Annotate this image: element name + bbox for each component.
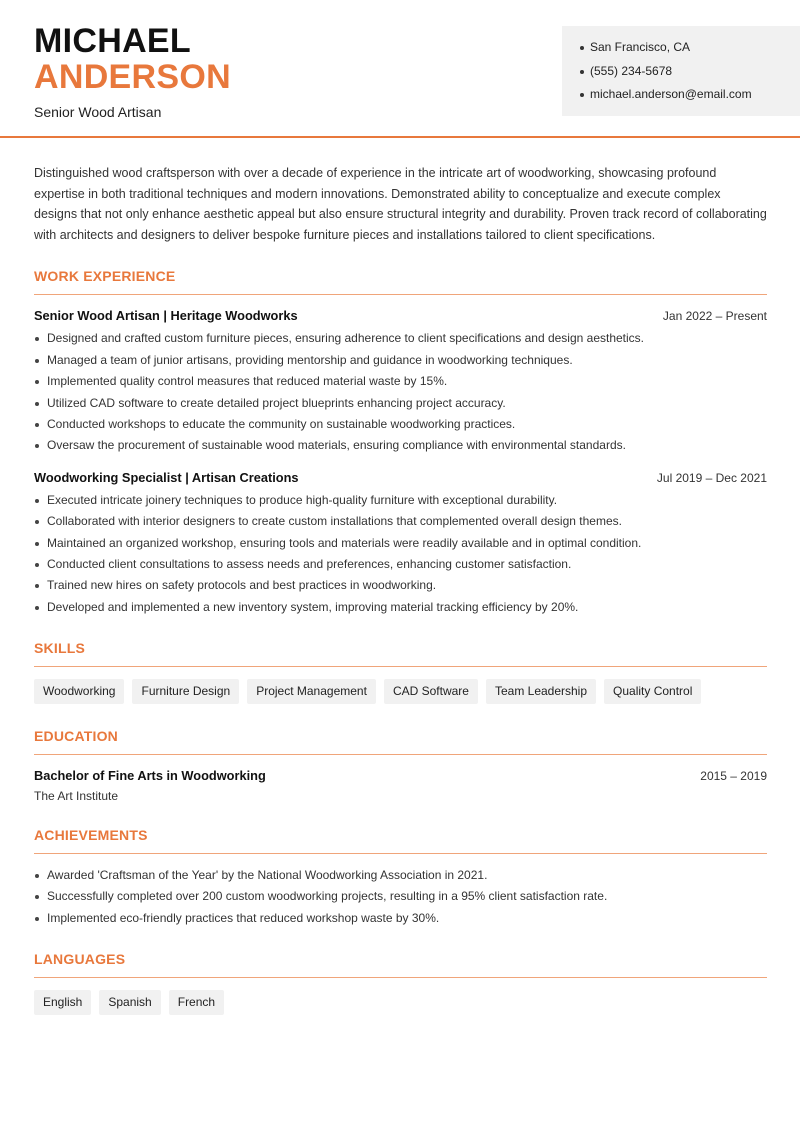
list-item: Managed a team of junior artisans, providing mentorship and guidance in woodworking techniques. (34, 350, 767, 371)
skill-chip: CAD Software (384, 679, 478, 704)
list-item: Awarded 'Craftsman of the Year' by the National Woodworking Association in 2021. (34, 865, 767, 886)
list-item: Implemented eco-friendly practices that reduced workshop waste by 30%. (34, 908, 767, 929)
section-divider (34, 853, 767, 854)
education-header (34, 768, 767, 783)
contact-box (562, 26, 800, 116)
languages-chips (34, 990, 767, 1015)
section-title-languages: LANGUAGES (34, 951, 126, 968)
job-bullets (34, 328, 767, 456)
job-header (34, 470, 767, 485)
job-title: Senior Wood Artisan (34, 104, 162, 120)
resume-header (0, 0, 800, 138)
last-name: ANDERSON (34, 58, 231, 96)
first-name: MICHAEL (34, 22, 191, 60)
section-title-education: EDUCATION (34, 728, 118, 745)
list-item: Successfully completed over 200 custom woodworking projects, resulting in a 95% client satisfaction rate. (34, 886, 767, 907)
achievements-section (34, 827, 767, 929)
list-item: Conducted workshops to educate the community on sustainable woodworking practices. (34, 414, 767, 435)
job-entry (34, 470, 767, 618)
job-entry (34, 308, 767, 456)
education-dates: 2015 – 2019 (700, 769, 767, 784)
resume-body (34, 163, 767, 1015)
skills-chips (34, 679, 767, 704)
summary: Distinguished wood craftsperson with over a decade of experience in the intricate art of woodworking, showcasing profound expertise in both traditional techniques and modern innovations. Demonstrated ability to conceptualize and execute complex designs that not only enhance aesthetic appeal but also ensure structural integrity and durability. Proven track record of collaborating with architects and designers to deliver bespoke furniture pieces and installations tailored to client specifications. (34, 166, 767, 242)
contact-location: San Francisco, CA (580, 36, 800, 60)
job-bullets (34, 490, 767, 618)
skill-chip: Quality Control (604, 679, 701, 704)
list-item: Conducted client consultations to assess needs and preferences, enhancing customer satisfaction. (34, 554, 767, 575)
job-heading: Senior Wood Artisan | Heritage Woodworks (34, 308, 298, 324)
education-section (34, 728, 767, 803)
section-divider (34, 294, 767, 295)
list-item: Executed intricate joinery techniques to produce high-quality furniture with exceptional durability. (34, 490, 767, 511)
job-dates: Jan 2022 – Present (662, 309, 767, 324)
job-header (34, 308, 767, 323)
job-dates: Jul 2019 – Dec 2021 (656, 470, 767, 485)
section-divider (34, 977, 767, 978)
list-item: Oversaw the procurement of sustainable wood materials, ensuring compliance with environmental standards. (34, 435, 767, 456)
list-item: Maintained an organized workshop, ensuring tools and materials were readily available and in optimal condition. (34, 533, 767, 554)
languages-section (34, 951, 767, 1015)
list-item: Collaborated with interior designers to create custom installations that complemented overall design themes. (34, 511, 767, 532)
skill-chip: Project Management (247, 679, 376, 704)
name-block (34, 24, 231, 120)
job-heading: Woodworking Specialist | Artisan Creations (34, 469, 299, 485)
list-item: Implemented quality control measures that reduced material waste by 15%. (34, 371, 767, 392)
list-item: Utilized CAD software to create detailed project blueprints enhancing project accuracy. (34, 393, 767, 414)
section-divider (34, 754, 767, 755)
skill-chip: Woodworking (34, 679, 124, 704)
skill-chip: Furniture Design (132, 679, 239, 704)
list-item: Trained new hires on safety protocols and best practices in woodworking. (34, 575, 767, 596)
section-title-work: WORK EXPERIENCE (34, 268, 176, 285)
list-item: Designed and crafted custom furniture pieces, ensuring adherence to client specifications and design aesthetics. (34, 328, 767, 349)
skill-chip: Team Leadership (486, 679, 596, 704)
language-chip: Spanish (99, 990, 160, 1015)
school-name: The Art Institute (34, 789, 119, 804)
degree: Bachelor of Fine Arts in Woodworking (34, 768, 266, 784)
work-experience-section (34, 268, 767, 618)
contact-email: michael.anderson@email.com (580, 83, 800, 107)
skills-section (34, 640, 767, 704)
language-chip: French (169, 990, 224, 1015)
section-divider (34, 666, 767, 667)
list-item: Developed and implemented a new inventory system, improving material tracking efficiency by 20%. (34, 597, 767, 618)
contact-phone: (555) 234-5678 (580, 60, 800, 84)
section-title-skills: SKILLS (34, 640, 85, 657)
achievements-list (34, 865, 767, 929)
section-title-achievements: ACHIEVEMENTS (34, 827, 148, 844)
language-chip: English (34, 990, 91, 1015)
